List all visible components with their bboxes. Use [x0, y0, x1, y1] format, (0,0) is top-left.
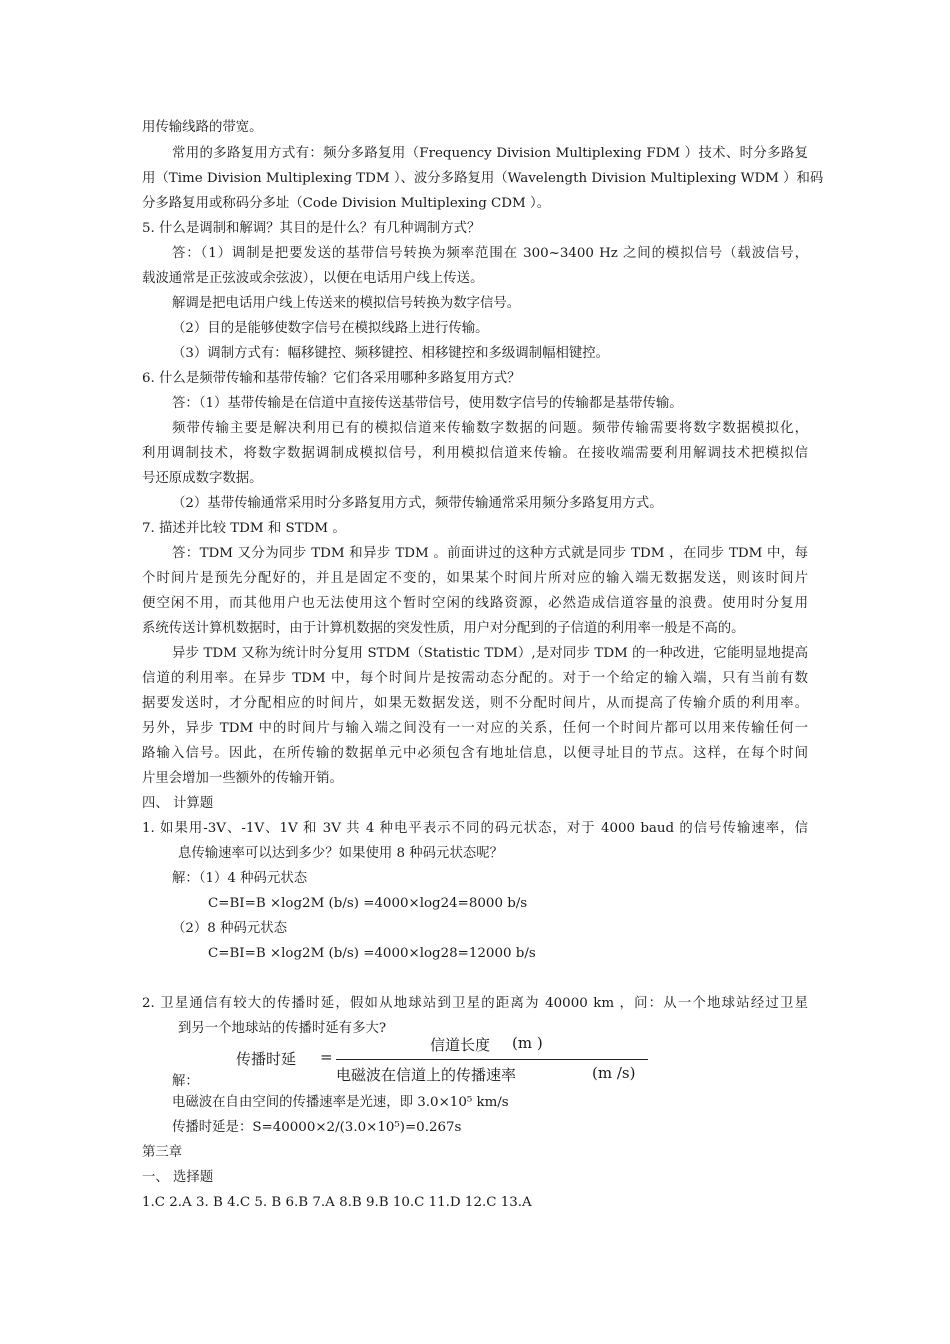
text-line: （2）基带传输通常采用时分多路复用方式，频带传输通常采用频分多路复用方式。 — [172, 496, 663, 511]
text-line: 答：（1）基带传输是在信道中直接传送基带信号，使用数字信号的传输都是基带传输。 — [172, 396, 683, 411]
text-line: 到另一个地球站的传播时延有多大? — [178, 1021, 387, 1036]
text-line: 载波通常是正弦波或余弦波），以便在电话用户线上传送。 — [142, 271, 484, 286]
text-line: 用传输线路的带宽。 — [142, 120, 263, 135]
text-line: （3）调制方式有：幅移键控、频移键控、相移键控和多级调制幅相键控。 — [172, 346, 610, 361]
text-line: 答：TDM 又分为同步 TDM 和异步 TDM 。前面讲过的这种方式就是同步 TDM ，在同步 TDM 中，每 — [172, 546, 808, 561]
text-line: 路输入信号。因此，在所传输的数据单元中必须包含有地址信息，以便寻址目的节点。这样，在每个时间 — [142, 746, 808, 761]
question-6: 6. 什么是频带传输和基带传输？它们各采用哪种多路复用方式？ — [142, 371, 521, 386]
text-line: 异步 TDM 又称为统计时分复用 STDM（Statistic TDM）,是对同步 TDM 的一种改进，它能明显地提高 — [172, 646, 808, 661]
text-line: 便空闲不用，而其他用户也无法使用这个暂时空闲的线路资源，必然造成信道容量的浪费。使用时分复用 — [142, 596, 808, 611]
text-line: 个时间片是预先分配好的，并且是固定不变的，如果某个时间片所对应的输入端无数据发送，则该时间片 — [142, 571, 808, 586]
problem-1: 1. 如果用-3V、-1V、1V 和 3V 共 4 种电平表示不同的码元状态，对于 4000 baud 的信号传输速率，信 — [142, 821, 808, 836]
text-line: 常用的多路复用方式有：频分多路复用（Frequency Division Multiplexing FDM ）技术、时分多路复 — [172, 146, 808, 161]
formula-line: C=BI=B ×log2M (b/s) =4000×log28=12000 b/s — [208, 946, 536, 961]
text-line: 据要发送时，才分配相应的时间片，如果无数据发送，则不分配时间片，从而提高了传输介质的利用率。 — [142, 696, 808, 711]
text-line: 系统传送计算机数据时，由于计算机数据的突发性质，用户对分配到的子信道的利用率一般是不高的。 — [142, 621, 745, 636]
text-line: 解： — [172, 1074, 199, 1089]
text-line: 答：（1）调制是把要发送的基带信号转换为频率范围在 300~3400 Hz 之间的模拟信号（载波信号， — [172, 246, 808, 261]
text-line: 分多路复用或称码分多址（Code Division Multiplexing CDM ）。 — [142, 196, 551, 211]
text-line: （2）8 种码元状态 — [172, 921, 288, 936]
fraction-bar — [336, 1059, 648, 1060]
formula-line: C=BI=B ×log2M (b/s) =4000×log24=8000 b/s — [208, 896, 528, 911]
formula-lhs: 传播时延 — [236, 1050, 297, 1068]
text-line: （2）目的是能够使数字信号在模拟线路上进行传输。 — [172, 321, 489, 336]
answer-key: 1.C 2.A 3. B 4.C 5. B 6.B 7.A 8.B 9.B 10.C 11.D 12.C 13.A — [142, 1195, 532, 1210]
formula-denominator-unit: (m /s) — [592, 1064, 636, 1082]
text-line: 解调是把电话用户线上传送来的模拟信号转换为数字信号。 — [172, 296, 521, 311]
text-line: 电磁波在自由空间的传播速率是光速，即 3.0×10⁵ km/s — [172, 1095, 509, 1110]
chapter-heading: 第三章 — [142, 1145, 183, 1160]
formula-numerator-unit: (m ) — [512, 1034, 543, 1052]
text-line: 息传输速率可以达到多少？如果使用 8 种码元状态呢？ — [178, 846, 504, 861]
text-line: 解：（1）4 种码元状态 — [172, 871, 308, 886]
text-line: 号还原成数字数据。 — [142, 471, 263, 486]
text-line: 另外，异步 TDM 中的时间片与输入端之间没有一一对应的关系，任何一个时间片都可以用来传输任何一 — [142, 721, 808, 736]
text-line: 信道的利用率。在异步 TDM 中，每个时间片是按需动态分配的。对于一个给定的输入端，只有当前有数 — [142, 671, 808, 686]
question-7: 7. 描述并比较 TDM 和 STDM 。 — [142, 521, 346, 536]
text-line: 利用调制技术，将数字数据调制成模拟信号，利用模拟信道来传输。在接收端需要利用解调技术把模拟信 — [142, 446, 808, 461]
text-line: 传播时延是：S=40000×2/(3.0×10⁵)=0.267s — [172, 1120, 462, 1135]
formula-numerator: 信道长度 — [430, 1036, 491, 1054]
formula-denominator: 电磁波在信道上的传播速率 — [336, 1066, 517, 1084]
text-line: 用（Time Division Multiplexing TDM ）、波分多路复用（Wavelength Division Multiplexing WDM ）和码 — [142, 171, 824, 186]
section-heading: 一、 选择题 — [142, 1170, 214, 1185]
text-line: 片里会增加一些额外的传输开销。 — [142, 771, 343, 786]
formula-equals: = — [320, 1048, 333, 1066]
problem-2: 2. 卫星通信有较大的传播时延，假如从地球站到卫星的距离为 40000 km ，问：从一个地球站经过卫星 — [142, 996, 808, 1011]
propagation-delay-formula — [232, 1034, 652, 1084]
section-heading: 四、 计算题 — [142, 796, 214, 811]
question-5: 5. 什么是调制和解调？其目的是什么？有几种调制方式？ — [142, 221, 481, 236]
text-line: 频带传输主要是解决利用已有的模拟信道来传输数字数据的问题。频带传输需要将数字数据模拟化， — [172, 421, 808, 436]
